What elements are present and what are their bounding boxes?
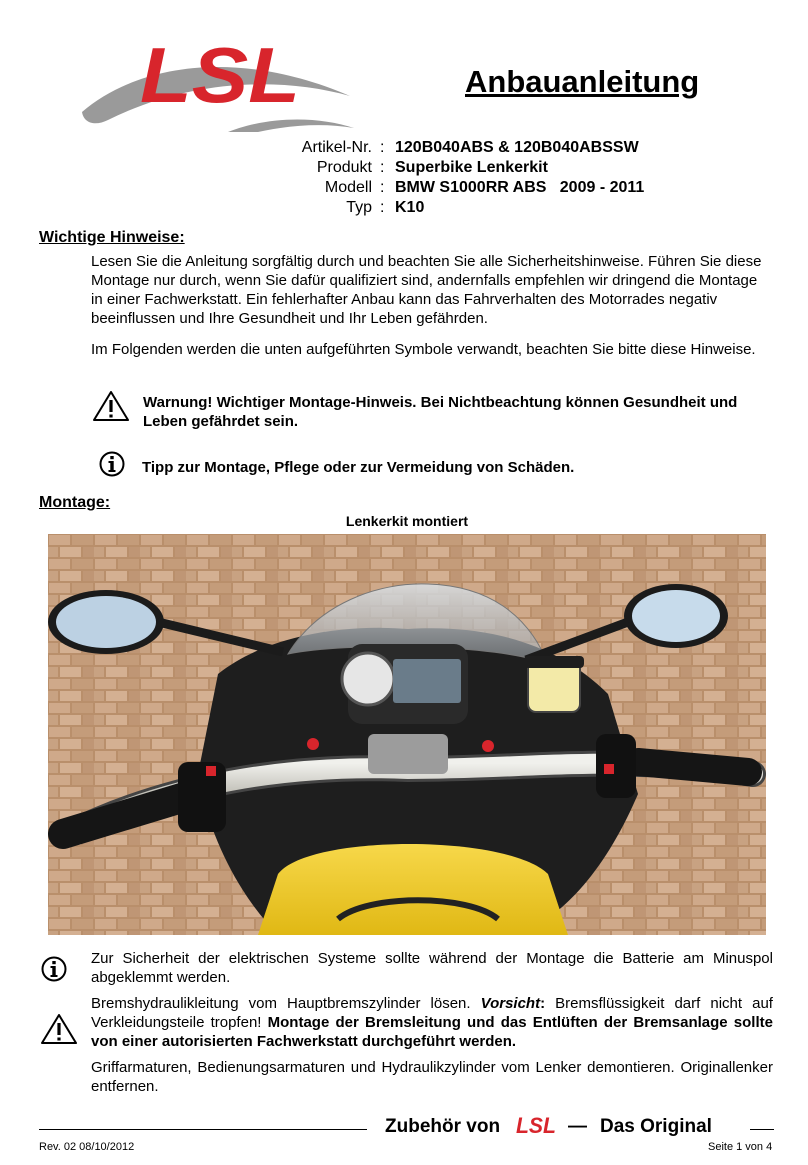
spec-value: 120B040ABS & 120B040ABSSW bbox=[395, 139, 639, 156]
vorsicht-colon: : bbox=[540, 995, 556, 1012]
spec-label: Modell bbox=[324, 179, 372, 196]
spec-label: Artikel-Nr. bbox=[301, 139, 372, 156]
spec-value: BMW S1000RR ABS 2009 - 2011 bbox=[395, 179, 645, 196]
hinweise-paragraph-2: Im Folgenden werden die unten aufgeführten Symbole verwandt, beachten Sie bitte diese Hinweise. bbox=[91, 341, 756, 358]
spec-colon: : bbox=[380, 199, 385, 216]
footer-lsl-logo bbox=[515, 1114, 557, 1136]
spec-label: Typ bbox=[346, 199, 372, 216]
spec-colon: : bbox=[380, 179, 385, 196]
logo-text: LSL bbox=[140, 36, 300, 119]
spec-value: K10 bbox=[395, 199, 425, 216]
tip-legend-text: Tipp zur Montage, Pflege oder zur Vermeidung von Schäden. bbox=[142, 459, 575, 476]
spec-value: Superbike Lenkerkit bbox=[395, 159, 548, 176]
hinweise-paragraph-1: Lesen Sie die Anleitung sorgfältig durch und beachten Sie alle Sicherheitshinweise. Führen Sie diese Montage nur durch, wenn Sie dafür qualifiziert sind, andernfalls empfehlen wir dringend die Montage in einer Fachwerkstatt. Ein fehlerhafter Anbau kann das Fahrverhalten des Motorrades negativ beeinflussen und Ihre Gesundheit und Ihr Leben gefährden. bbox=[91, 253, 762, 327]
warning-triangle-icon bbox=[40, 1013, 78, 1045]
warning-legend-text: Warnung! Wichtiger Montage-Hinweis. Bei Nichtbeachtung können Gesundheit und Leben gefährdet sein. bbox=[143, 394, 738, 430]
warning-triangle-icon bbox=[92, 390, 130, 422]
footer-dash: — bbox=[568, 1116, 587, 1137]
document-title: Anbauanleitung bbox=[465, 64, 700, 99]
spec-label: Produkt bbox=[316, 159, 372, 176]
footer-rule-right bbox=[750, 1129, 774, 1130]
info-icon bbox=[98, 450, 126, 478]
step-2-text: Bremshydraulikleitung vom Hauptbremszylinder lösen. bbox=[91, 995, 481, 1012]
motorcycle-handlebar-photo bbox=[48, 534, 766, 935]
spec-colon: : bbox=[380, 139, 385, 156]
spec-colon: : bbox=[380, 159, 385, 176]
montage-heading: Montage: bbox=[39, 494, 111, 511]
footer-zubehor: Zubehör von bbox=[385, 1116, 501, 1137]
vorsicht-label: Vorsicht bbox=[480, 995, 541, 1012]
montage-step-2 bbox=[91, 994, 773, 1051]
step-2-caution-text: Bremsflüssigkeit darf nicht auf Verkleidungsteile tropfen! bbox=[91, 995, 773, 1031]
montage-step-3: Griffarmaturen, Bedienungsarmaturen und Hydraulikzylinder vom Lenker demontieren. Originallenker entfernen. bbox=[91, 1059, 773, 1095]
footer-page-number: Seite 1 von 4 bbox=[708, 1141, 773, 1153]
lsl-logo bbox=[78, 36, 360, 132]
info-icon bbox=[40, 955, 68, 983]
montage-step-1: Zur Sicherheit der elektrischen Systeme sollte während der Montage die Batterie am Minuspol abgeklemmt werden. bbox=[91, 950, 773, 986]
footer-revision: Rev. 02 08/10/2012 bbox=[39, 1141, 135, 1153]
footer-rule-left bbox=[39, 1129, 367, 1130]
footer-das-original: Das Original bbox=[600, 1116, 712, 1137]
step-2-bold-note: Montage der Bremsleitung und das Entlüften der Bremsanlage sollte von einer autorisierten Fachwerkstatt durchgeführt werden. bbox=[91, 1014, 773, 1050]
hinweise-heading: Wichtige Hinweise: bbox=[39, 229, 185, 246]
photo-caption: Lenkerkit montiert bbox=[345, 513, 469, 529]
footer-logo-text: LSL bbox=[516, 1114, 556, 1136]
